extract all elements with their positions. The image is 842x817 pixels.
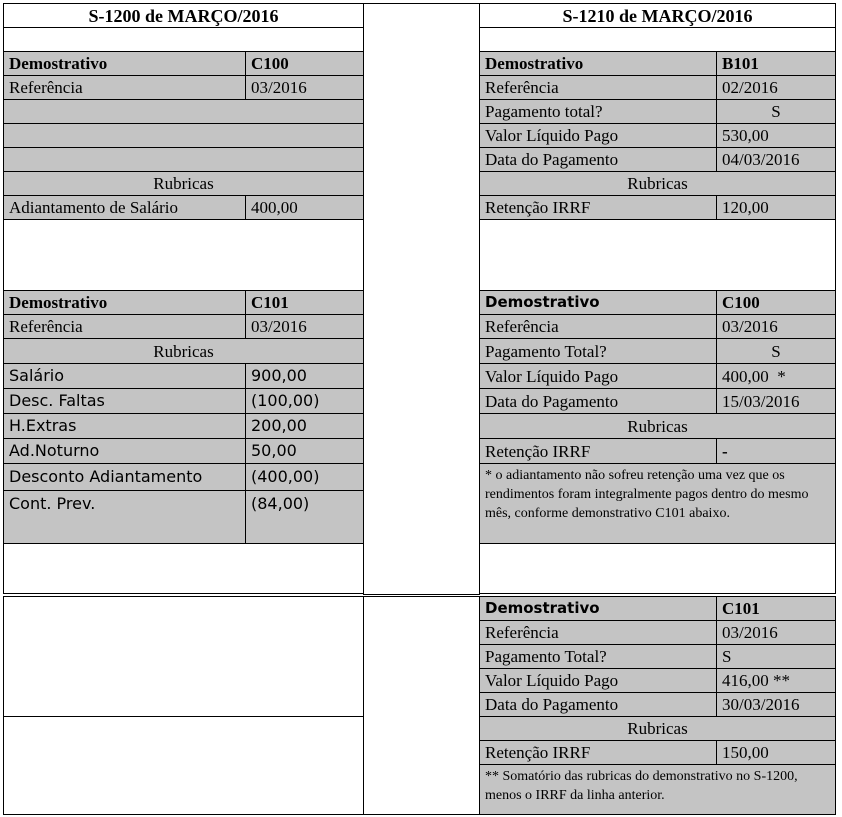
s1200-c100-header-label: Demostrativo (3, 51, 246, 76)
s1210-c100-liq-value: 400,00 * (716, 363, 836, 389)
s1210-c100-irrf-value: - (716, 438, 836, 464)
s1200-c100-empty-row (3, 123, 364, 148)
s1200-c101-item-value: 900,00 (245, 363, 364, 389)
s1200-c101-item-value: (400,00) (245, 463, 364, 491)
s1200-c101-item-value: (84,00) (245, 490, 364, 544)
s1210-c101-data-label: Data do Pagamento (479, 692, 717, 717)
s1210-b101-liq-value: 530,00 (716, 123, 836, 148)
middle-gap (363, 3, 480, 595)
s1210-c101-ref-label: Referência (479, 620, 717, 645)
s1210-c101-irrf-value: 150,00 (716, 740, 836, 765)
s1200-empty-block (3, 596, 364, 717)
s1210-b101-ref-label: Referência (479, 75, 717, 100)
s1210-c100-rubricas-header: Rubricas (479, 413, 836, 439)
s1210-b101-ref-value: 02/2016 (716, 75, 836, 100)
s1210-c100-data-value: 15/03/2016 (716, 388, 836, 414)
s1210-c100-header-value: C100 (716, 290, 836, 315)
s1210-c101-irrf-label: Retenção IRRF (479, 740, 717, 765)
s1210-b101-rubricas-header: Rubricas (479, 171, 836, 196)
s1210-c100-pag-label: Pagamento Total? (479, 338, 717, 364)
s1200-c100-empty-row (3, 147, 364, 172)
s1200-gap (3, 543, 364, 594)
s1200-c101-ref-value: 03/2016 (245, 314, 364, 339)
s1210-c101-liq-value: 416,00 ** (716, 668, 836, 693)
middle-gap (363, 596, 480, 815)
s1210-b101-irrf-label: Retenção IRRF (479, 195, 717, 220)
s1200-c100-item-value: 400,00 (245, 195, 364, 220)
s1200-empty-block (3, 716, 364, 815)
s1210-b101-irrf-value: 120,00 (716, 195, 836, 220)
s1210-b101-pag-label: Pagamento total? (479, 99, 717, 124)
s1210-c101-pag-value: S (716, 644, 836, 669)
s1210-b101-liq-label: Valor Líquido Pago (479, 123, 717, 148)
s1200-c101-item-value: (100,00) (245, 388, 364, 414)
s1210-gap (479, 543, 836, 594)
s1210-c101-data-value: 30/03/2016 (716, 692, 836, 717)
s1210-c100-irrf-label: Retenção IRRF (479, 438, 717, 464)
s1200-c101-item-label: Cont. Prev. (3, 490, 246, 544)
s1210-c100-header-label: Demostrativo (479, 290, 717, 315)
s1210-gap (479, 219, 836, 291)
s1200-c101-ref-label: Referência (3, 314, 246, 339)
s1200-gap (3, 219, 364, 291)
s1200-title: S-1200 de MARÇO/2016 (3, 3, 364, 28)
s1210-c100-ref-label: Referência (479, 314, 717, 339)
s1200-spacer (3, 27, 364, 52)
s1210-spacer (479, 27, 836, 52)
s1200-c101-header-label: Demostrativo (3, 290, 246, 315)
s1210-b101-header-value: B101 (716, 51, 836, 76)
s1210-c100-pag-value: S (716, 338, 836, 364)
s1210-b101-data-label: Data do Pagamento (479, 147, 717, 172)
s1200-c100-ref-value: 03/2016 (245, 75, 364, 100)
s1210-c101-note: ** Somatório das rubricas do demonstrativo no S-1200, menos o IRRF da linha anterior. (479, 764, 836, 815)
s1200-c101-item-label: Ad.Noturno (3, 438, 246, 464)
s1210-b101-data-value: 04/03/2016 (716, 147, 836, 172)
s1210-c101-liq-label: Valor Líquido Pago (479, 668, 717, 693)
s1200-c101-rubricas-header: Rubricas (3, 338, 364, 364)
s1200-c101-item-label: Desconto Adiantamento (3, 463, 246, 491)
s1210-c100-data-label: Data do Pagamento (479, 388, 717, 414)
s1200-c101-item-value: 200,00 (245, 413, 364, 439)
s1200-c100-header-value: C100 (245, 51, 364, 76)
s1200-c100-empty-row (3, 99, 364, 124)
s1210-c101-header-label: Demostrativo (479, 596, 717, 621)
s1200-c101-item-label: Salário (3, 363, 246, 389)
s1210-b101-header-label: Demostrativo (479, 51, 717, 76)
s1200-c100-rubricas-header: Rubricas (3, 171, 364, 196)
s1210-c101-header-value: C101 (716, 596, 836, 621)
s1200-c101-item-value: 50,00 (245, 438, 364, 464)
s1200-c100-item-label: Adiantamento de Salário (3, 195, 246, 220)
s1200-c101-item-label: Desc. Faltas (3, 388, 246, 414)
s1200-c100-ref-label: Referência (3, 75, 246, 100)
s1210-c100-ref-value: 03/2016 (716, 314, 836, 339)
s1210-b101-pag-value: S (716, 99, 836, 124)
s1210-title: S-1210 de MARÇO/2016 (479, 3, 836, 28)
s1210-c100-note: * o adiantamento não sofreu retenção uma vez que os rendimentos foram integralmente pagos dentro do mesmo mês, conforme demonstrativo C101 abaixo. (479, 463, 836, 544)
s1210-c100-liq-label: Valor Líquido Pago (479, 363, 717, 389)
s1210-c101-ref-value: 03/2016 (716, 620, 836, 645)
s1200-c101-item-label: H.Extras (3, 413, 246, 439)
s1200-c101-header-value: C101 (245, 290, 364, 315)
s1210-c101-pag-label: Pagamento Total? (479, 644, 717, 669)
s1210-c101-rubricas-header: Rubricas (479, 716, 836, 741)
